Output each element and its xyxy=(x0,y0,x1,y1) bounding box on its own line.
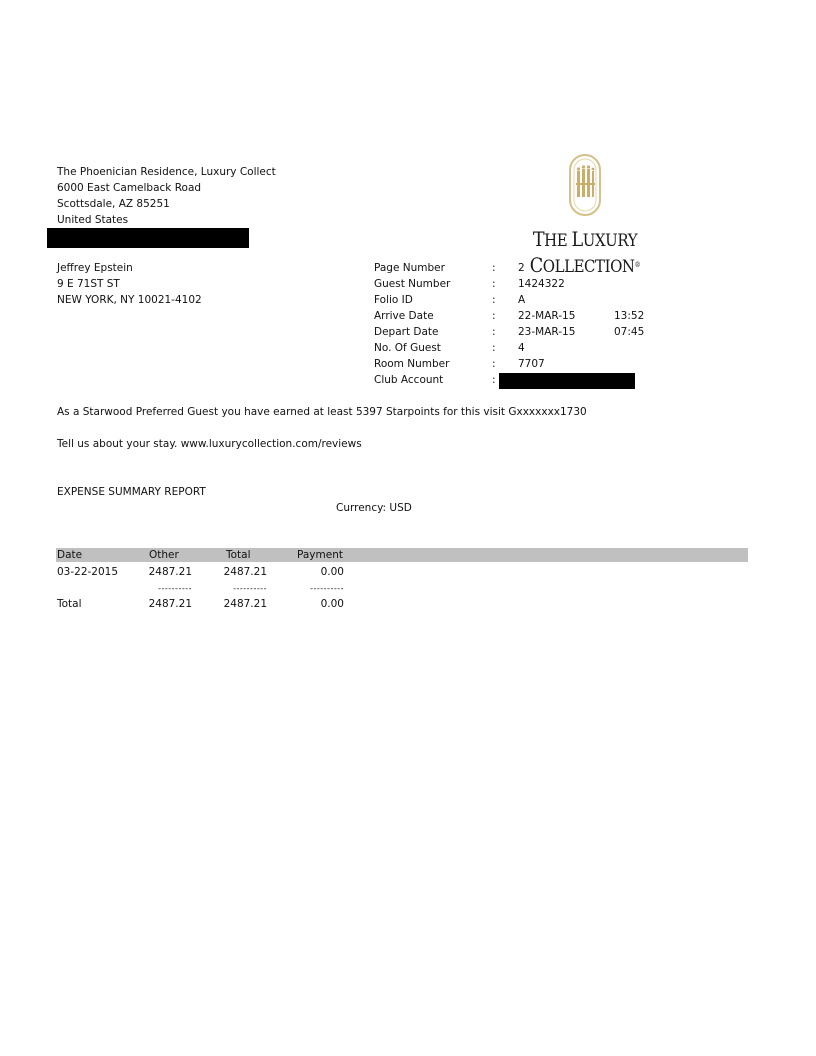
folio-label: Club Account xyxy=(374,374,444,386)
folio-label: Guest Number xyxy=(374,278,451,290)
folio-sep: : xyxy=(492,278,496,290)
total-label: Total xyxy=(57,598,82,610)
guest-street: 9 E 71ST ST xyxy=(57,278,120,290)
hotel-street: 6000 East Camelback Road xyxy=(57,182,202,194)
folio-sep: : xyxy=(492,342,496,354)
folio-label: Page Number xyxy=(374,262,445,274)
luxury-collection-logo: THE LUXURY COLLECTION® xyxy=(529,227,641,277)
folio-value: 1424322 xyxy=(518,278,565,290)
total-payment: 0.00 xyxy=(320,598,344,610)
luxury-collection-emblem-icon xyxy=(568,153,602,217)
hotel-city: Scottsdale, AZ 85251 xyxy=(57,198,170,210)
currency-label: Currency: USD xyxy=(336,502,412,514)
folio-time: 07:45 xyxy=(614,326,645,338)
column-header-date: Date xyxy=(57,549,83,561)
cell-other: 2487.21 xyxy=(148,566,192,578)
folio-label: Arrive Date xyxy=(374,310,434,322)
report-title: EXPENSE SUMMARY REPORT xyxy=(57,486,206,498)
folio-label: Room Number xyxy=(374,358,450,370)
cell-date: 03-22-2015 xyxy=(57,566,119,578)
folio-value: 22-MAR-15 xyxy=(518,310,576,322)
folio-label: Folio ID xyxy=(374,294,413,306)
folio-value: 2 xyxy=(518,262,525,274)
folio-sep: : xyxy=(492,310,496,322)
column-header-payment: Payment xyxy=(297,549,343,561)
column-header-other: Other xyxy=(149,549,179,561)
separator-other: ---------- xyxy=(158,584,192,593)
folio-label: No. Of Guest xyxy=(374,342,441,354)
folio-sep: : xyxy=(492,262,496,274)
review-message: Tell us about your stay. www.luxurycollection.com/reviews xyxy=(57,438,362,450)
total-other: 2487.21 xyxy=(148,598,192,610)
starpoints-message: As a Starwood Preferred Guest you have earned at least 5397 Starpoints for this visit Gxxxxxxx1730 xyxy=(57,406,587,418)
folio-value: 7707 xyxy=(518,358,545,370)
folio-sep: : xyxy=(492,326,496,338)
cell-total: 2487.21 xyxy=(223,566,267,578)
hotel-country: United States xyxy=(57,214,129,226)
folio-sep: : xyxy=(492,374,496,386)
separator-payment: ---------- xyxy=(310,584,344,593)
folio-sep: : xyxy=(492,358,496,370)
folio-time: 13:52 xyxy=(614,310,645,322)
cell-payment: 0.00 xyxy=(320,566,344,578)
guest-name: Jeffrey Epstein xyxy=(57,262,133,274)
folio-sep: : xyxy=(492,294,496,306)
folio-value: A xyxy=(518,294,526,306)
hotel-name: The Phoenician Residence, Luxury Collect xyxy=(57,166,276,178)
guest-city: NEW YORK, NY 10021-4102 xyxy=(57,294,202,306)
column-header-total: Total xyxy=(226,549,251,561)
club-account-redaction xyxy=(499,373,635,389)
total-total: 2487.21 xyxy=(223,598,267,610)
separator-total: ---------- xyxy=(233,584,267,593)
redaction-block xyxy=(47,228,249,248)
folio-value: 23-MAR-15 xyxy=(518,326,576,338)
folio-value: 4 xyxy=(518,342,525,354)
folio-label: Depart Date xyxy=(374,326,439,338)
